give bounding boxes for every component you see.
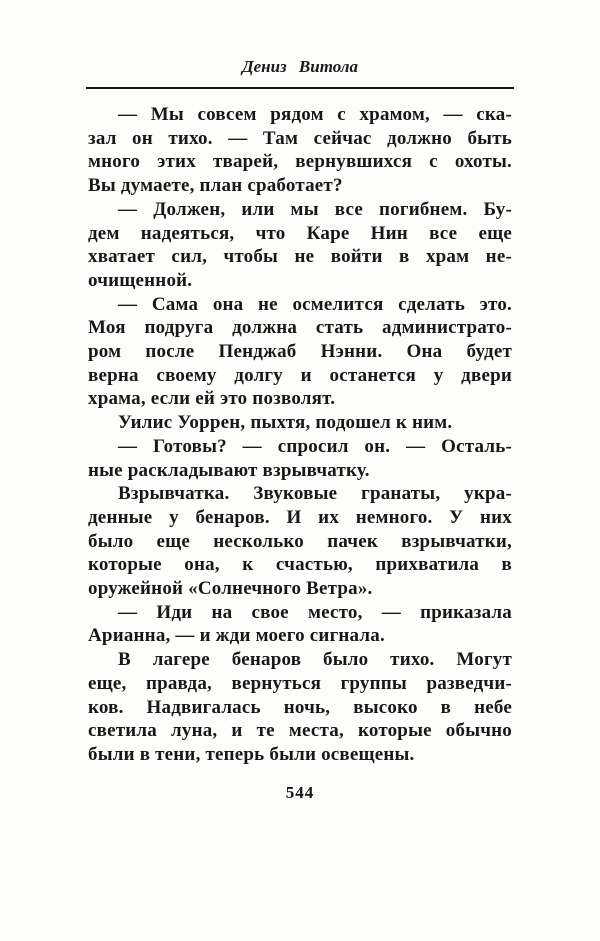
text-line: ром после Пенджаб Нэнни. Она будет	[88, 341, 512, 363]
text-line: оружейной «Солнечного Ветра».	[88, 578, 373, 600]
text-line: верна своему долгу и останется у двери	[88, 364, 512, 386]
paragraph	[88, 482, 512, 601]
text-line: очищенной.	[88, 269, 193, 291]
page-footer	[88, 783, 512, 803]
text-line: Вы думаете, план сработает?	[88, 175, 343, 197]
page-body	[88, 103, 512, 767]
text-line: денные у бенаров. И их немного. У них	[88, 506, 512, 528]
paragraph	[88, 198, 512, 293]
text-line: хватает сил, чтобы не войти в храм не-	[88, 246, 512, 268]
paragraph	[88, 411, 512, 435]
header-rule	[86, 87, 514, 89]
text-line: ные раскладывают взрывчатку.	[88, 459, 370, 481]
text-line: В лагере бенаров было тихо. Могут	[118, 649, 512, 671]
text-line: еще, правда, вернуться группы разведчи-	[88, 672, 512, 694]
text-line: — Должен, или мы все погибнем. Бу-	[118, 198, 512, 220]
running-head-author: Дениз Витола	[241, 57, 359, 76]
paragraph	[88, 103, 512, 198]
text-line: были в тени, теперь были освещены.	[88, 743, 415, 765]
text-line: Взрывчатка. Звуковые гранаты, укра-	[118, 483, 512, 505]
text-line: — Готовы? — спросил он. — Осталь-	[118, 435, 512, 457]
paragraph	[88, 293, 512, 412]
page-number: 544	[285, 783, 315, 802]
text-line: — Мы совсем рядом с храмом, — ска-	[118, 104, 512, 125]
text-line: зал он тихо. — Там сейчас должно быть	[88, 127, 512, 149]
text-line: Моя подруга должна стать администрато-	[88, 317, 512, 339]
text-line: Арианна, — и жди моего сигнала.	[88, 625, 385, 647]
text-line: было еще несколько пачек взрывчатки,	[88, 530, 512, 552]
text-line: дем надеяться, что Каре Нин все еще	[88, 222, 512, 244]
text-line: храма, если ей это позволят.	[88, 388, 336, 410]
paragraph	[88, 601, 512, 648]
text-line: — Сама она не осмелится сделать это.	[118, 293, 512, 315]
text-line: светила луна, и те места, которые обычно	[88, 720, 512, 742]
paragraph	[88, 648, 512, 767]
text-line: много этих тварей, вернувшихся с охоты.	[88, 151, 512, 173]
text-line: Уилис Уоррен, пыхтя, подошел к ним.	[118, 412, 453, 434]
text-line: ков. Надвигалась ночь, высоко в небе	[88, 696, 512, 718]
text-line: которые она, к счастью, прихватила в	[88, 554, 512, 576]
paragraph	[88, 435, 512, 482]
text-line: — Иди на свое место, — приказала	[118, 601, 512, 623]
